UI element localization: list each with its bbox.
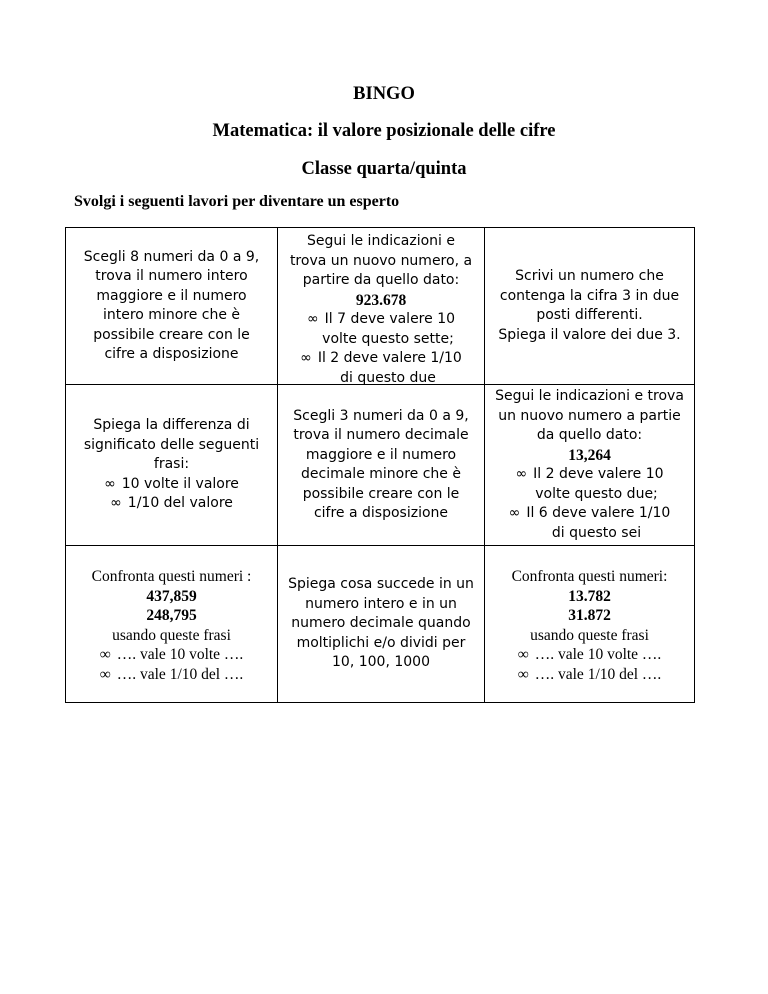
class-label: Classe quarta/quinta xyxy=(301,159,467,179)
cell-text: Segui le indicazioni e xyxy=(307,233,455,249)
bullet-icon: ∞ xyxy=(110,495,122,512)
bullet-item: ∞ Il 6 deve valere 1/10 xyxy=(509,504,671,524)
compare-number: 13.782 xyxy=(568,587,611,605)
cell-text: posti differenti. xyxy=(536,307,643,323)
bingo-cell-r1c2 xyxy=(278,228,484,384)
given-number: 923.678 xyxy=(355,291,407,309)
cell-text: Confronta questi numeri : xyxy=(91,568,252,585)
bullet-item: ∞ …. vale 1/10 del …. xyxy=(517,665,662,683)
bullet-icon: ∞ xyxy=(300,350,312,366)
bullet-item: ∞ …. vale 10 volte …. xyxy=(517,646,662,663)
bullet-continuation: di questo due xyxy=(340,369,436,386)
bullet-icon: ∞ xyxy=(515,466,528,482)
cell-text: 10, 100, 1000 xyxy=(332,654,430,670)
bullet-item: ∞ Il 2 deve valere 10 xyxy=(515,465,663,485)
bingo-cell-r1c3 xyxy=(485,228,694,384)
cell-text: un nuovo numero a partie xyxy=(498,407,681,424)
cell-text: Scegli 8 numeri da 0 a 9, xyxy=(83,248,260,265)
document-title: BINGO xyxy=(353,84,415,104)
cell-text: Segui le indicazioni e trova xyxy=(495,388,684,404)
cell-text: significato delle seguenti xyxy=(83,436,260,453)
bullet-icon: ∞ xyxy=(508,505,521,521)
compare-number: 248,795 xyxy=(146,607,197,624)
cell-text: cifre a disposizione xyxy=(104,346,239,362)
cell-text: Spiega il valore dei due 3. xyxy=(498,326,681,343)
cell-text: frasi: xyxy=(153,456,190,473)
bullet-continuation: volte questo due; xyxy=(535,485,658,502)
bullet-icon: ∞ xyxy=(306,311,319,327)
bullet-item: ∞ …. vale 1/10 del …. xyxy=(99,665,244,683)
cell-text: cifre a disposizione xyxy=(313,505,449,521)
bingo-grid xyxy=(65,227,695,703)
given-number: 13,264 xyxy=(568,446,611,464)
cell-text: da quello dato: xyxy=(536,427,643,443)
cell-text: Scegli 3 numeri da 0 a 9, xyxy=(293,407,469,424)
bullet-continuation: volte questo sette; xyxy=(322,330,454,347)
cell-text: partire da quello dato: xyxy=(302,272,460,288)
cell-text: trova un nuovo numero, a xyxy=(289,252,473,269)
bingo-cell-r3c1 xyxy=(66,546,277,702)
bingo-cell-r2c2 xyxy=(278,385,484,545)
document-subtitle: Matematica: il valore posizionale delle cifre xyxy=(212,121,556,141)
cell-text: Confronta questi numeri: xyxy=(511,568,668,585)
bullet-icon: ∞ xyxy=(517,665,529,683)
bingo-cell-r2c1 xyxy=(66,385,277,545)
cell-text: Spiega la differenza di xyxy=(93,417,250,434)
instruction-text: Svolgi i seguenti lavori per diventare un esperto xyxy=(74,193,400,210)
cell-text: numero intero e in un xyxy=(305,595,457,612)
bingo-cell-r3c2 xyxy=(278,546,484,702)
compare-number: 437,859 xyxy=(146,587,197,605)
cell-text: trova il numero decimale xyxy=(293,427,469,443)
bingo-cell-r3c3 xyxy=(485,546,694,702)
bullet-icon: ∞ xyxy=(99,646,111,663)
cell-text: usando queste frasi xyxy=(530,626,649,644)
bingo-cell-r1c1 xyxy=(66,228,277,384)
cell-text: decimale minore che è xyxy=(301,466,461,482)
cell-text: trova il numero intero xyxy=(95,268,248,284)
compare-number: 31.872 xyxy=(568,607,611,624)
bullet-item: ∞ …. vale 10 volte …. xyxy=(99,646,244,663)
cell-text: Spiega cosa succede in un xyxy=(288,576,474,592)
cell-text: maggiore e il numero xyxy=(96,287,247,304)
bullet-item: ∞ Il 2 deve valere 1/10 xyxy=(300,349,462,369)
bullet-continuation: di questo sei xyxy=(551,524,642,541)
bingo-cell-r2c3 xyxy=(485,385,694,545)
bullet-icon: ∞ xyxy=(99,665,111,683)
cell-text: possibile creare con le xyxy=(302,485,460,502)
cell-text: maggiore e il numero xyxy=(305,446,457,463)
cell-text: Scrivi un numero che xyxy=(515,268,664,284)
cell-text: contenga la cifra 3 in due xyxy=(499,287,680,304)
bullet-icon: ∞ xyxy=(104,475,116,492)
cell-text: intero minore che è xyxy=(102,307,241,323)
cell-text: numero decimale quando xyxy=(291,615,471,631)
bullet-item: ∞ 10 volte il valore xyxy=(104,475,239,495)
bullet-item: ∞ Il 7 deve valere 10 xyxy=(307,310,455,330)
cell-text: usando queste frasi xyxy=(112,626,231,644)
bullet-icon: ∞ xyxy=(517,646,529,663)
bullet-item: ∞ 1/10 del valore xyxy=(110,494,233,514)
cell-text: possibile creare con le xyxy=(93,326,250,343)
cell-text: moltiplichi e/o dividi per xyxy=(296,634,466,651)
